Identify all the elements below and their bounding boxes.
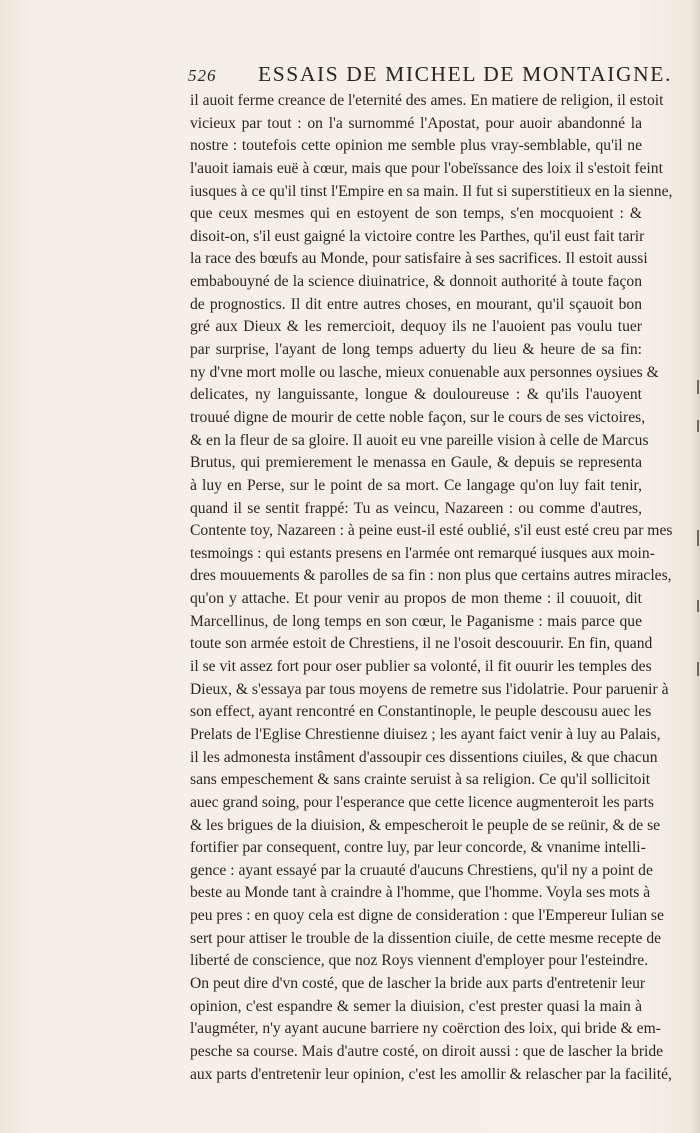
text-line: Prelats de l'Eglise Chrestienne diuisez ; les ayant faict venir à luy au Palais,: [190, 725, 661, 743]
text-line: tesmoings : qui estants presens en l'armée ont remarqué iusques aux moin-: [190, 544, 655, 562]
text-line: & en la fleur de sa gloire. Il auoit eu vne pareille vision à celle de Marcus: [190, 431, 649, 449]
text-line: son effect, ayant rencontré en Constantinople, le peuple descousu auec les: [190, 703, 652, 721]
text-line: Brutus, qui premierement le menassa en Gaule, & depuis se representa: [190, 454, 642, 472]
text-line: qu'on y attache. Et pour venir au propos de mon theme : il couuoit, dit: [190, 590, 642, 608]
text-line: quand il se sentit frappé: Tu as veincu, Nazareen : ou comme d'autres,: [190, 499, 642, 517]
text-line: nostre : toutefois cette opinion me semble plus vray-semblable, qu'il ne: [190, 137, 642, 155]
edge-mark: [697, 380, 699, 394]
text-line: Dieux, & s'essaya par tous moyens de remetre sus l'idolatrie. Pour paruenir à: [190, 680, 669, 698]
text-line: peu pres : en quoy cela est digne de consideration : que l'Empereur Iulian se: [190, 907, 664, 925]
text-line: il auoit ferme creance de l'eternité des ames. En matiere de religion, il estoit: [190, 92, 664, 109]
text-line: gence : ayant essayé par la cruauté d'aucuns Chrestiens, qu'il ny a point de: [190, 861, 653, 879]
text-line: que ceux mesmes qui en estoyent de son temps, s'en mocquoient : &: [190, 205, 642, 223]
text-line: toute son armée estoit de Chrestiens, il ne l'osoit descouurir. En fin, quand: [190, 635, 653, 653]
text-line: opinion, c'est espandre & semer la diuision, c'est prester quasi la main à: [190, 997, 642, 1015]
text-line: Marcellinus, de long temps en son cœur, le Paganisme : mais parce que: [190, 612, 642, 630]
page-edge-shadow: [692, 0, 700, 1133]
text-line: pesche sa course. Mais d'autre costé, on diroit aussi : que de lascher la bride: [190, 1042, 664, 1060]
edge-mark: [697, 662, 699, 676]
text-line: sert pour attiser le trouble de la dissention ciuile, de cette mesme recepte de: [190, 929, 662, 947]
text-line: aux parts d'entretenir leur opinion, c'est les amollir & relascher par la facilité,: [190, 1065, 672, 1083]
text-line: de prognostics. Il dit entre autres choses, en mourant, qu'il sçauoit bon: [190, 295, 642, 313]
text-line: iusques à ce qu'il tinst l'Empire en sa main. Il fut si superstitieux en la sienne,: [190, 182, 673, 200]
page-number: 526: [188, 66, 217, 85]
text-line: ny d'vne mort molle ou lasche, mieux conuenable aux personnes oysiues &: [190, 363, 659, 381]
text-line: il les admonesta instâment d'assoupir ces dissentions ciuiles, & que chacun: [190, 748, 658, 766]
text-line: vicieux par tout : on l'a surnommé l'Apostat, pour auoir abandonné la: [190, 114, 642, 132]
text-line: trouué digne de mourir de cette noble façon, sur le cours de ses victoires,: [190, 408, 646, 426]
text-line: beste au Monde tant à craindre à l'homme, que l'homme. Voyla ses mots à: [190, 884, 651, 902]
text-line: Contente toy, Nazareen : à peine eust-il esté oublié, s'il eust esté creu par mes: [190, 522, 673, 540]
text-line: dres mouuements & parolles de sa fin : non plus que certains autres miracles,: [190, 567, 672, 585]
text-line: auec grand soing, pour l'esperance que cette licence augmenteroit les parts: [190, 793, 654, 811]
text-line: il se vit assez fort pour oser publier sa volonté, il fit ouurir les temples des: [190, 658, 652, 676]
text-line: delicates, ny languissante, longue & douloureuse : & qu'ils l'auoyent: [190, 386, 642, 404]
text-line: la race des bœufs au Monde, pour satisfaire à ses sacrifices. Il estoit aussi: [190, 250, 648, 268]
text-line: embabouyné de la science diuinatrice, & donnoit authorité à toute façon: [190, 273, 642, 291]
text-line: & les brigues de la diuision, & empescheroit le peuple de se reünir, & de se: [190, 816, 661, 834]
text-line: gré aux Dieux & les remercioit, dequoy ils ne l'auoient pas voulu tuer: [190, 318, 642, 336]
running-head: [188, 62, 672, 90]
running-title: ESSAIS DE MICHEL DE MONTAIGNE.: [258, 62, 672, 86]
text-line: sans empeschement & sans crainte seruist à sa religion. Ce qu'il sollicitoit: [190, 771, 651, 789]
text-line: disoit-on, s'il eust gaigné la victoire contre les Parthes, qu'il eust fait tarir: [190, 227, 645, 245]
edge-mark: [697, 530, 699, 546]
text-line: On peut dire d'vn costé, que de lascher la bride aux parts d'entretenir leur: [190, 974, 646, 992]
edge-mark: [697, 600, 699, 612]
text-line: fortifier par consequent, contre luy, par leur concorde, & vnanime intelli-: [190, 839, 646, 857]
edge-mark: [697, 420, 699, 432]
body-text: [190, 90, 673, 1086]
text-line: à luy en Perse, sur le point de sa mort. Ce langage qu'on luy fait tenir,: [190, 476, 642, 494]
text-line: l'auoit iamais euë à cœur, mais que pour l'obeïssance des loix il s'estoit feint: [190, 159, 663, 177]
text-line: l'augméter, n'y ayant aucune barriere ny coërction des loix, qui bride & em-: [190, 1020, 661, 1038]
text-line: liberté de conscience, que noz Roys viennent d'employer pour l'esteindre.: [190, 952, 649, 970]
text-line: par surprise, l'ayant de long temps aduerty du lieu & heure de sa fin:: [190, 341, 642, 359]
